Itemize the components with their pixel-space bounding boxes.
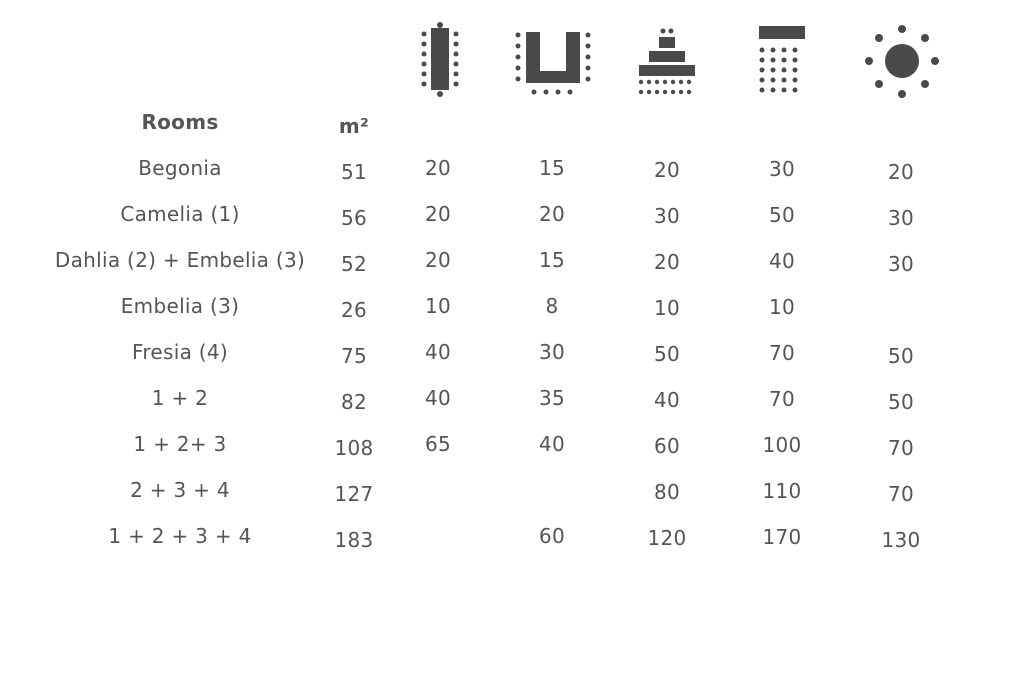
boardroom-capacity-cell: 40 [424, 340, 452, 364]
room-name: Dahlia (2) + Embelia (3) [54, 248, 306, 272]
classroom-capacity-cell: 40 [653, 388, 681, 412]
classroom-capacity-cell: 30 [653, 204, 681, 228]
u-shape-capacity-cell: 15 [538, 156, 566, 180]
area-cell: 75 [340, 344, 368, 368]
room-name: 1 + 2 + 3 + 4 [108, 524, 252, 548]
area-header: m² [338, 114, 370, 138]
area-cell: 127 [334, 482, 374, 506]
room-name: Camelia (1) [120, 202, 240, 226]
classroom-icon [627, 22, 707, 100]
classroom-capacity-cell: 10 [653, 296, 681, 320]
area-cell: 52 [340, 252, 368, 276]
banquet-capacity-cell: 30 [887, 252, 915, 276]
banquet-capacity-cell: 70 [887, 482, 915, 506]
classroom-capacity-cell: 120 [647, 526, 687, 550]
rooms-header: Rooms [141, 110, 219, 134]
u-shape-capacity-cell: 35 [538, 386, 566, 410]
theatre-capacity-cell: 40 [768, 249, 796, 273]
room-name: 1 + 2+ 3 [133, 432, 227, 456]
theatre-capacity-cell: 110 [762, 479, 802, 503]
room-name: 2 + 3 + 4 [130, 478, 230, 502]
classroom-capacity-cell: 80 [653, 480, 681, 504]
banquet-capacity-cell: 130 [881, 528, 921, 552]
theatre-capacity-cell: 50 [768, 203, 796, 227]
u-shape-capacity-cell: 15 [538, 248, 566, 272]
banquet-capacity-cell: 50 [887, 344, 915, 368]
room-name: Begonia [138, 156, 222, 180]
boardroom-capacity-cell: 20 [424, 156, 452, 180]
boardroom-capacity-cell: 65 [424, 432, 452, 456]
area-cell: 51 [340, 160, 368, 184]
theatre-capacity-cell: 70 [768, 341, 796, 365]
u-shape-capacity-cell: 20 [538, 202, 566, 226]
room-name: Fresia (4) [131, 340, 229, 364]
area-cell: 108 [334, 436, 374, 460]
classroom-capacity-cell: 20 [653, 250, 681, 274]
area-cell: 82 [340, 390, 368, 414]
boardroom-capacity-cell: 10 [424, 294, 452, 318]
banquet-capacity-cell: 20 [887, 160, 915, 184]
u-shape-capacity-cell: 60 [538, 524, 566, 548]
boardroom-capacity-cell: 40 [424, 386, 452, 410]
u-shape-capacity-cell: 40 [538, 432, 566, 456]
classroom-capacity-cell: 20 [653, 158, 681, 182]
classroom-capacity-cell: 50 [653, 342, 681, 366]
classroom-capacity-cell: 60 [653, 434, 681, 458]
theatre-capacity-cell: 10 [768, 295, 796, 319]
area-cell: 26 [340, 298, 368, 322]
boardroom-capacity-cell: 20 [424, 248, 452, 272]
theatre-icon [742, 22, 822, 100]
u-shape-icon [513, 22, 593, 100]
u-shape-capacity-cell: 30 [538, 340, 566, 364]
theatre-capacity-cell: 30 [768, 157, 796, 181]
boardroom-capacity-cell: 20 [424, 202, 452, 226]
u-shape-capacity-cell: 8 [545, 294, 559, 318]
theatre-capacity-cell: 100 [762, 433, 802, 457]
room-name: Embelia (3) [120, 294, 240, 318]
banquet-capacity-cell: 50 [887, 390, 915, 414]
banquet-capacity-cell: 30 [887, 206, 915, 230]
room-name: 1 + 2 [151, 386, 209, 410]
theatre-capacity-cell: 70 [768, 387, 796, 411]
area-cell: 183 [334, 528, 374, 552]
boardroom-icon [400, 22, 480, 100]
banquet-capacity-cell: 70 [887, 436, 915, 460]
banquet-icon [862, 22, 942, 100]
theatre-capacity-cell: 170 [762, 525, 802, 549]
area-cell: 56 [340, 206, 368, 230]
